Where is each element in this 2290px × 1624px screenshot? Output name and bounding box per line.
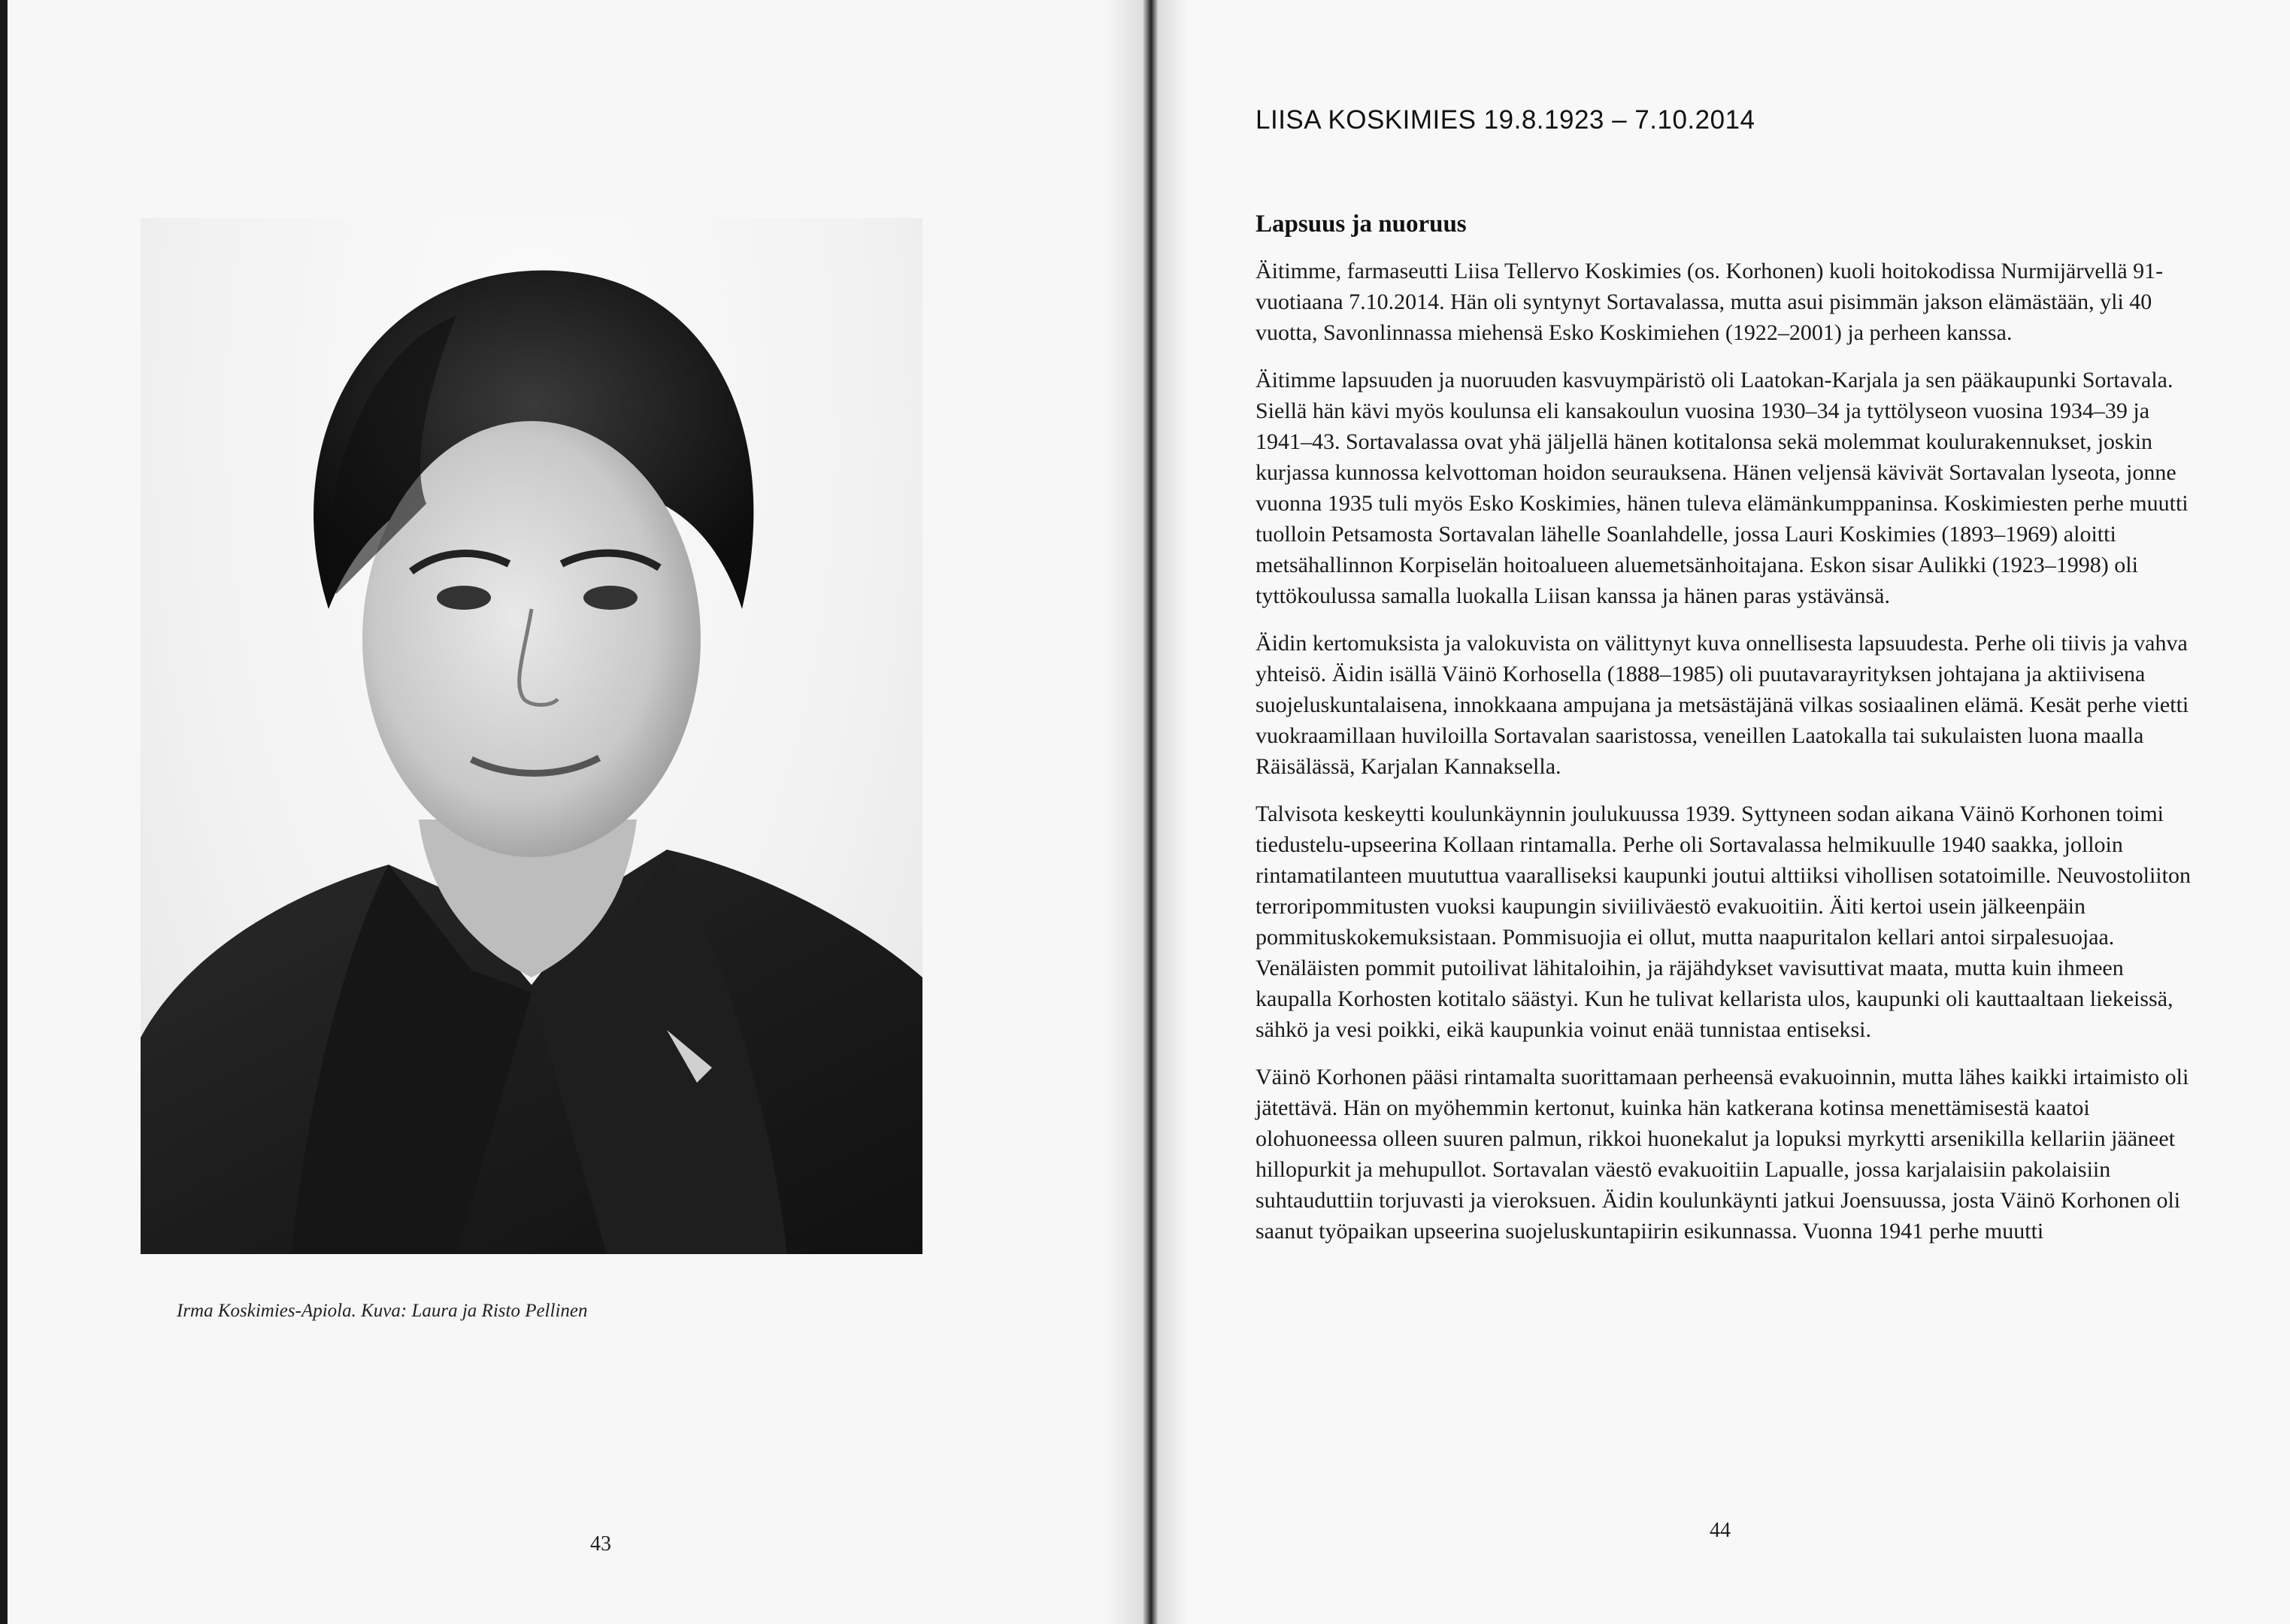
paragraph: Äitimme, farmaseutti Liisa Tellervo Koskimies (os. Korhonen) kuoli hoitokodissa Nurmijärvellä 91-vuotiaana 7.10.2014. Hän oli syntynyt Sortavalassa, mutta asui pisimmän jakson elämästään, yli 40 vuotta, Savonlinnassa miehensä Esko Koskimiehen (1922–2001) ja perheen kanssa. <box>1256 259 2164 345</box>
portrait-photo <box>141 218 922 1254</box>
left-page <box>8 0 1143 1624</box>
paragraph: Äitimme lapsuuden ja nuoruuden kasvuympäristö oli Laatokan-Karjala ja sen pääkaupunki Sortavala. Siellä hän kävi myös koulunsa eli kansakoulun vuosina 1930–34 ja tyttölyseon vuosina 1934–39 ja 1941–43. Sortavalassa ovat yhä jäljellä hänen kotitalonsa sekä molemmat koulurakennukset, joskin kurjassa kunnossa kelvottoman hoidon seurauksena. Hänen veljensä kävivät Sortavalan lyseota, jonne vuonna 1935 tuli myös Esko Koskimies, hänen tuleva elämänkumppaninsa. Koskimiesten perhe muutti tuolloin Petsamosta Sortavalan lähelle Soanlahdelle, jossa Lauri Koskimies (1893–1969) aloitti metsähallinnon Korpiselän hoitoalueen aluemetsänhoitajana. Eskon sisar Aulikki (1923–1998) oli tyttökoulussa samalla luokalla Liisan kanssa ja hänen paras ystävänsä. <box>1256 368 2189 608</box>
body-text <box>1256 256 2195 1263</box>
section-heading: Lapsuus ja nuoruus <box>1256 211 1467 238</box>
page-number: 44 <box>1710 1519 1731 1542</box>
caption-name: Irma Koskimies-Apiola. <box>177 1301 356 1321</box>
chapter-title: LIISA KOSKIMIES 19.8.1923 – 7.10.2014 <box>1256 105 1755 135</box>
paragraph: Väinö Korhonen pääsi rintamalta suorittamaan perheensä evakuoinnin, mutta lähes kaikki irtaimisto oli jätettävä. Hän on myöhemmin kertonut, kuinka hän katkerana kotinsa menettämisestä kaatoi olohuoneessa olleen suuren palmun, rikkoi huonekalut ja lopuksi myrkytti arsenikilla kellariin jääneet hillopurkit ja mehupullot. Sortavalan väestö evakuoitiin Lapualle, jossa karjalaisiin pakolaisiin suhtauduttiin torjuvasti ja vieroksuen. Äidin koulunkäynti jatkui Joensuussa, josta Väinö Korhonen oli saanut työpaikan upseerina suojeluskuntapiirin esikunnassa. Vuonna 1941 perhe muutti <box>1256 1065 2189 1244</box>
book-spine <box>1143 0 1158 1624</box>
caption-credit: Kuva: Laura ja Risto Pellinen <box>361 1301 588 1321</box>
paragraph: Äidin kertomuksista ja valokuvista on välittynyt kuva onnellisesta lapsuudesta. Perhe oli tiivis ja vahva yhteisö. Äidin isällä Väinö Korhosella (1888–1985) oli puutavarayrityksen johtajana ja aktiivisena suojeluskuntalaisena, innokkaana ampujana ja metsästäjänä vilkas sosiaalinen elämä. Kesät perhe vietti vuokraamillaan huviloilla Sortavalan saaristossa, veneillen Laatokalla tai sukulaisten luona maalla Räisälässä, Karjalan Kannaksella. <box>1256 631 2189 779</box>
paragraph: Talvisota keskeytti koulunkäynnin joulukuussa 1939. Syttyneen sodan aikana Väinö Korhonen toimi tiedustelu-upseerina Kollaan rintamalla. Perhe oli Sortavalassa helmikuulle 1940 saakka, jolloin rintamatilanteen muututtua vaaralliseksi kaupunki joutui alttiiksi vihollisen sotatoimille. Neuvostoliiton terroripommitusten vuoksi kaupungin siviiliväestö evakuoitiin. Äiti kertoi usein jälkeenpäin pommituskokemuksistaan. Pommisuojia ei ollut, mutta naapuritalon kellari antoi sirpalesuojaa. Venäläisten pommit putoilivat lähitaloihin, ja räjähdykset vavisuttivat maata, mutta kuin ihmeen kaupalla Korhosten kotitalo säästyi. Kun he tulivat kellarista ulos, kaupunki oli kauttaaltaan liekeissä, sähkö ja vesi poikki, eikä kaupunkia voinut enää tunnistaa entiseksi. <box>1256 801 2191 1042</box>
portrait-illustration <box>141 218 922 1254</box>
page-number: 43 <box>590 1532 611 1556</box>
right-page <box>1158 0 2290 1624</box>
photo-caption <box>177 1301 853 1322</box>
